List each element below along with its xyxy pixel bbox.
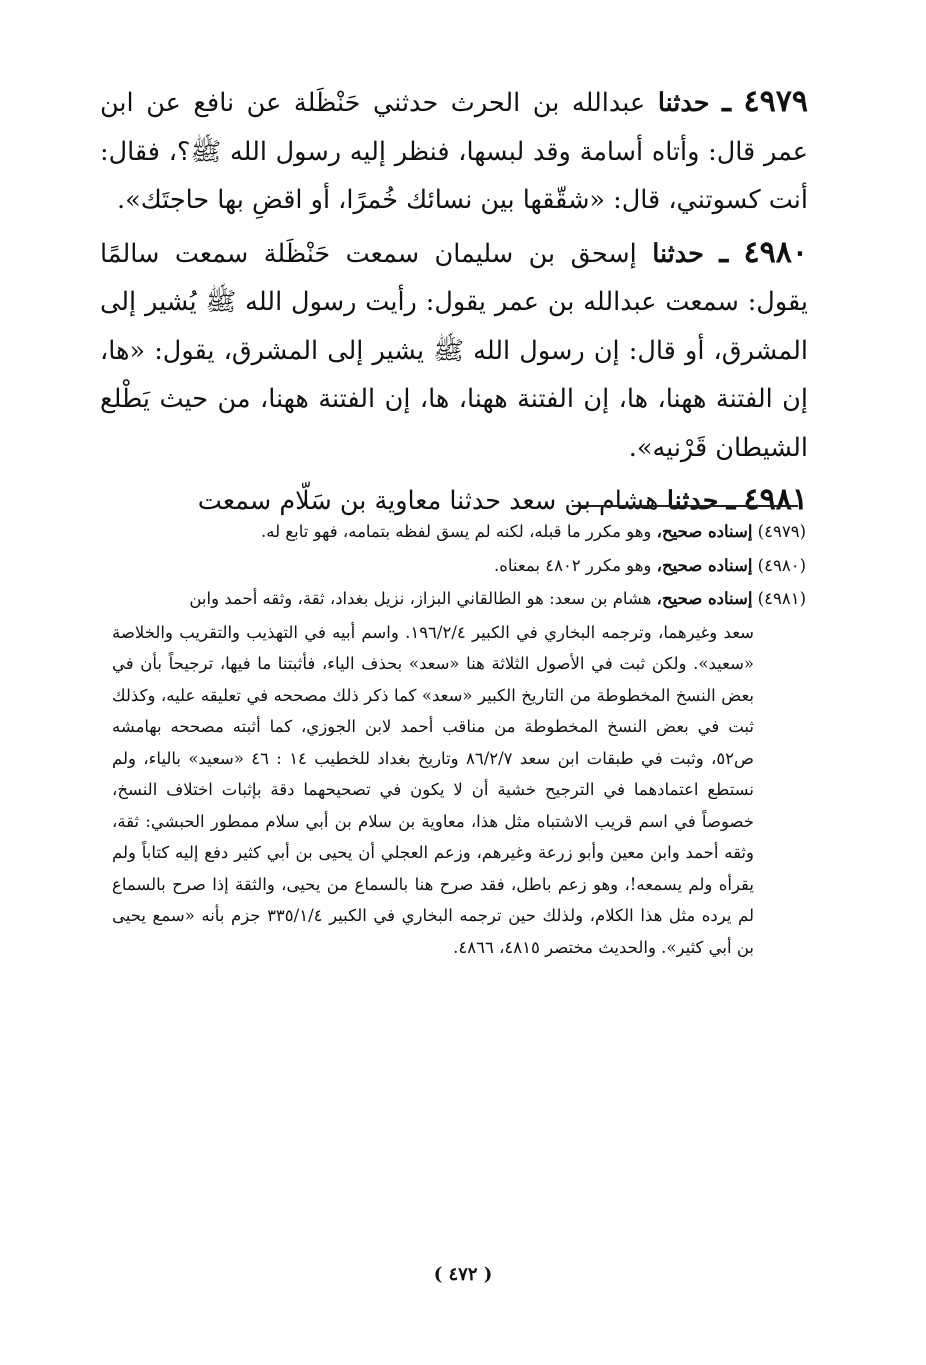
hadith-text: هشام بن سعد حدثنا معاوية بن سَلّام سمعت xyxy=(197,486,659,516)
main-text xyxy=(100,78,808,530)
footnote-text: وهو مكرر ما قبله، لكنه لم يسق لفظه بتمامه، فهو تابع له. xyxy=(261,522,652,541)
footnote xyxy=(112,516,806,548)
hadith-entry xyxy=(100,229,808,473)
hadith-dash: ـ xyxy=(726,482,736,517)
footnote-divider xyxy=(572,505,798,507)
footnote-label: إسناده صحيح، xyxy=(656,555,753,575)
footnote-text: هشام بن سعد: هو الطالقاني البزاز، نزيل بغداد، ثقة، وثقه أحمد وابن xyxy=(189,589,652,608)
footnote-ref: (٤٩٨٠) xyxy=(757,555,806,575)
hadith-keyword: حدثنا xyxy=(652,238,704,269)
hadith-keyword: حدثنا xyxy=(657,88,710,118)
hadith-text: عبدالله بن الحرث حدثني حَنْظَلة عن نافع عن ابن عمر قال: وأتاه أسامة وقد لبسها، فنظر إليه رسول الله ﷺ؟، فقال: أنت كسوتني، قال: «شقّقها بين نسائك خُمرًا، أو اقضِ بها حاجتَك». xyxy=(100,88,808,215)
footnote-ref: (٤٩٨١) xyxy=(757,589,806,608)
hadith-dash: ـ xyxy=(722,84,731,119)
hadith-number: ٤٩٨٠ xyxy=(743,234,808,270)
footnotes xyxy=(112,516,806,965)
hadith-entry xyxy=(100,78,808,225)
footnote-ref: (٤٩٧٩) xyxy=(757,522,806,541)
footnote-continuation: سعد وغيرهما، وترجمه البخاري في الكبير ١٩٦/٢/٤. واسم أبيه في التهذيب والتقريب والخلاصة «سعيد». ولكن ثبت في الأصول الثلاثة هنا «سعد» بحذف الياء، فأثبتنا ما فيها، ترجيحاً بأن في بعض النسخ المخطوطة من التاريخ الكبير «سعد» كما ذكر ذلك مصححه في تعليقه عليه، وكذلك ثبت في بعض النسخ المخطوطة من مناقب أحمد لابن الجوزي، كما أثبته مصححه بهامشه ص٥٢، وثبت في طبقات ابن سعد ٨٦/٢/٧ وتاريخ بغداد للخطيب ١٤ : ٤٦ «سعيد» بالياء، ولم نستطع اعتمادهما في الترجيح خشية أن لا يكون في تصحيحهما دقة بإثبات اختلاف النسخ، خصوصاً في اسم قريب الاشتباه مثل هذا، معاوية بن سلام بن أبي سلام ممطور الحبشي: ثقة، وثقه أحمد وابن معين وأبو زرعة وغيرهم، وزعم العجلي أن يحيى بن أبي كثير دفع إليه كتاباً ولم يقرأه ولم يسمعه!، وهو زعم باطل، فقد صرح هنا بالسماع من يحيى، والثقة إذا صرح بالسماع لم يرده مثل هذا الكلام، ولذلك حين ترجمه البخاري في الكبير ٣٣٥/١/٤ جزم بأنه «سمع يحيى بن أبي كثير». والحديث مختصر ٤٨١٥، ٤٨٦٦. xyxy=(112,622,754,957)
hadith-text: إسحق بن سليمان سمعت حَنْظَلة سمعت سالمًا يقول: سمعت عبدالله بن عمر يقول: رأيت رسول الله ﷺ يُشير إلى المشرق، أو قال: إن رسول الله ﷺ يشير إلى المشرق، يقول: «ها، إن الفتنة ههنا، ها، إن الفتنة ههنا، ها، إن الفتنة ههنا، من حيث يَطْلع الشيطان قَرْنيه». xyxy=(100,238,808,463)
footnote xyxy=(112,550,806,582)
page-number: ( ٤٧٢ ) xyxy=(433,1264,493,1285)
hadith-keyword: حدثنا xyxy=(666,486,719,516)
footnote-text: وهو مكرر ٤٨٠٢ بمعناه. xyxy=(493,555,652,575)
hadith-number: ٤٩٨١ xyxy=(743,482,808,517)
hadith-number: ٤٩٧٩ xyxy=(743,84,808,119)
footnote xyxy=(112,583,806,615)
footnote-label: إسناده صحيح، xyxy=(656,522,753,541)
footnote-label: إسناده صحيح، xyxy=(656,589,753,608)
hadith-dash: ـ xyxy=(719,234,729,270)
